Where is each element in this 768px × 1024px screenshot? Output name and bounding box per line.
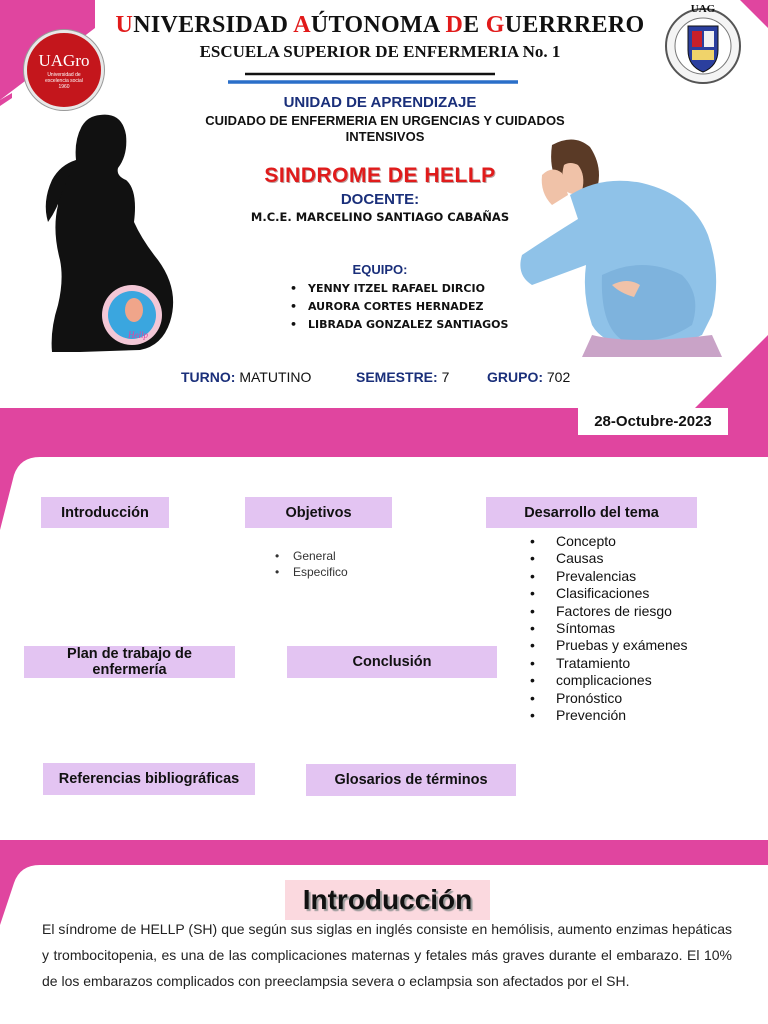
svg-text:UAG: UAG (690, 3, 716, 15)
pregnant-silhouette-image (30, 110, 180, 355)
index-conclusion[interactable]: Conclusión (287, 646, 497, 678)
index-glosarios[interactable]: Glosarios de términos (306, 764, 516, 796)
turno-field: TURNO: MATUTINO (181, 369, 312, 385)
list-item: • Especifico (275, 564, 348, 580)
semestre-field: SEMESTRE: 7 (356, 369, 450, 385)
index-desarrollo[interactable]: Desarrollo del tema (486, 497, 697, 528)
docente-label: DOCENTE: (340, 191, 420, 208)
objetivos-list (275, 548, 348, 580)
list-item: • Clasificaciones (530, 585, 688, 602)
intro-paragraph: El síndrome de HELLP (SH) que según sus siglas en inglés consiste en hemólisis, aumento enzimas hepáticas y trombocitopenia, es una de las complicaciones maternas y fetales más graves durante el embarazo. El 10% de los embarazos complicados con preeclampsia severa o eclampsia son afectados por el SH. (42, 921, 732, 989)
uagro-logo (24, 30, 104, 110)
list-item: • AURORA CORTES HERNADEZ (290, 298, 508, 316)
desarrollo-list (530, 533, 688, 724)
list-item: • Factores de riesgo (530, 603, 688, 620)
list-item: • Prevalencias (530, 568, 688, 585)
list-item: • Concepto (530, 533, 688, 550)
school-name: ESCUELA SUPERIOR DE ENFERMERIA No. 1 (199, 42, 561, 61)
intro-title: Introducción (285, 880, 490, 920)
list-item: • Prevención (530, 707, 688, 724)
list-item: • YENNY ITZEL RAFAEL DIRCIO (290, 280, 508, 298)
uagro-logo-text: UAGro (38, 51, 90, 70)
uag-shield-logo (664, 0, 742, 96)
list-item: • LIBRADA GONZALEZ SANTIAGOS (290, 316, 508, 334)
list-item: • Síntomas (530, 620, 688, 637)
date-label: 28-Octubre-2023 (578, 408, 728, 435)
unidad-label: UNIDAD DE APRENDIZAJE (283, 94, 477, 111)
list-item: • complicaciones (530, 672, 688, 689)
index-objetivos[interactable]: Objetivos (245, 497, 392, 528)
list-item: • Pronóstico (530, 690, 688, 707)
equipo-label: EQUIPO: (352, 262, 408, 277)
list-item: • Pruebas y exámenes (530, 637, 688, 654)
grupo-field: GRUPO: 702 (487, 369, 571, 385)
list-item: • Causas (530, 550, 688, 567)
index-referencias[interactable]: Referencias bibliográficas (43, 763, 255, 795)
uagro-logo-subtext: Universidad de excelencia social 1960 (45, 72, 83, 90)
index-introduccion[interactable]: Introducción (41, 497, 169, 528)
cover-page (0, 0, 768, 435)
topic-title: SINDROME DE HELLP (264, 164, 496, 187)
university-title: UNIVERSIDAD AÚTONOMA DE GUERRRERO (115, 12, 645, 38)
index-plan-trabajo[interactable]: Plan de trabajo de enfermería (24, 646, 235, 678)
list-item: • General (275, 548, 348, 564)
docente-name: M.C.E. MARCELINO SANTIAGO CABAÑAS (250, 210, 510, 224)
svg-text:Hellp: Hellp (128, 330, 148, 340)
shield-icon (664, 0, 742, 96)
team-members-list (290, 280, 508, 334)
list-item: • Tratamiento (530, 655, 688, 672)
course-name: CUIDADO DE ENFERMERIA EN URGENCIAS Y CUIDADOS INTENSIVOS (205, 113, 565, 144)
